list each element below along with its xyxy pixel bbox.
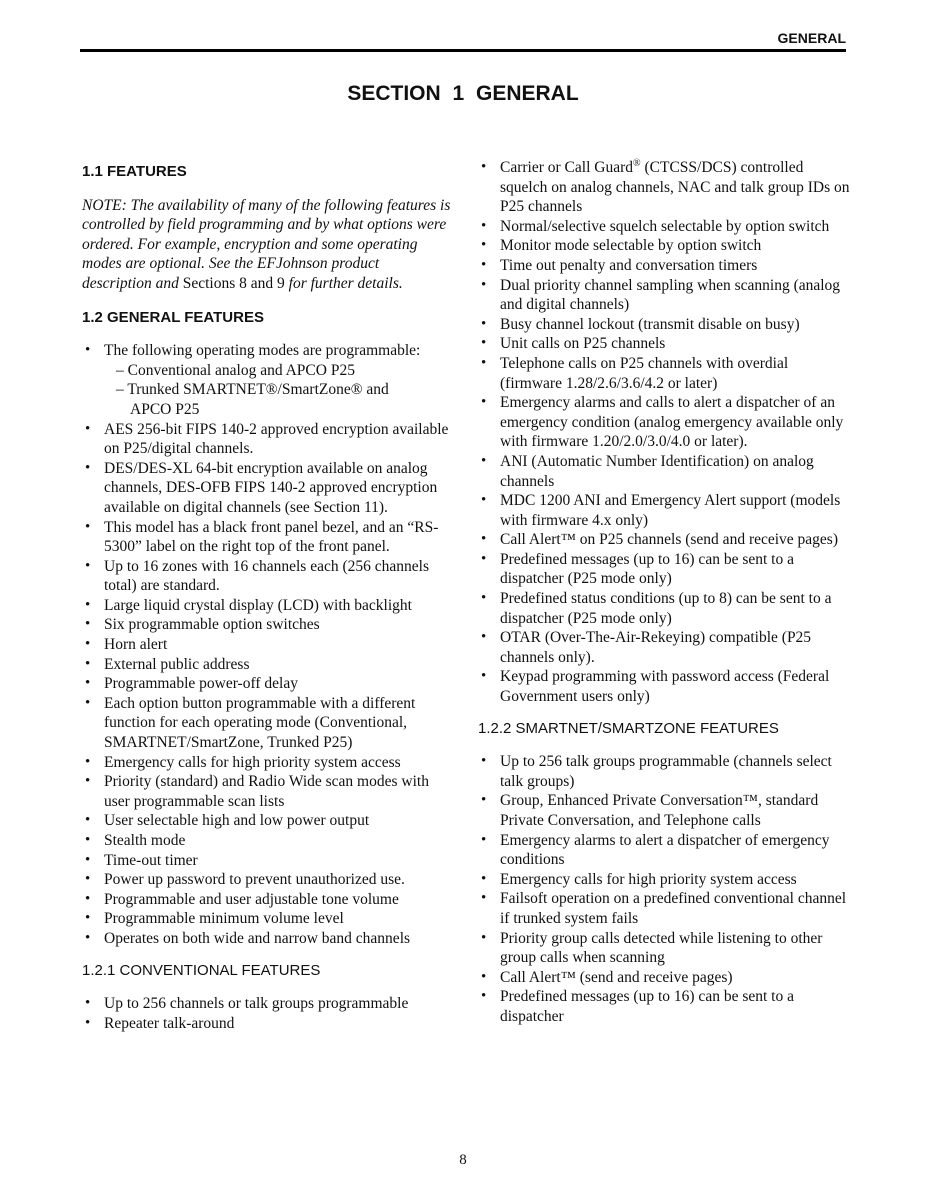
- list-item: • Predefined messages (up to 16) can be sent to a dispatcher (P25 mode only): [478, 550, 850, 589]
- list-item: • OTAR (Over-The-Air-Rekeying) compatible (P25 channels only).: [478, 628, 850, 667]
- list-item: • Priority group calls detected while listening to other group calls when scanning: [478, 929, 850, 968]
- list-item: • Time-out timer: [82, 851, 452, 871]
- page-number: 8: [459, 1152, 467, 1168]
- list-item: • Predefined status conditions (up to 8) can be sent to a dispatcher (P25 mode only): [478, 589, 850, 628]
- list-item: • Predefined messages (up to 16) can be sent to a dispatcher: [478, 987, 850, 1026]
- sub-item: – Conventional analog and APCO P25: [116, 361, 355, 379]
- list-item: • Each option button programmable with a different function for each operating mode (Conventional, SMARTNET/SmartZone, Trunked P25): [82, 694, 452, 753]
- list-item: • Emergency calls for high priority system access: [82, 753, 452, 773]
- list-item: • Programmable minimum volume level: [82, 909, 452, 929]
- smartnet-features-list: [478, 752, 850, 1026]
- conventional-features-list: [82, 994, 452, 1033]
- list-item: • Keypad programming with password access (Federal Government users only): [478, 667, 850, 706]
- list-item: • This model has a black front panel bezel, and an “RS-5300” label on the right top of the front panel.: [82, 518, 452, 557]
- list-item: • Emergency alarms to alert a dispatcher of emergency conditions: [478, 831, 850, 870]
- list-item: • Call Alert™ (send and receive pages): [478, 968, 850, 988]
- list-item: • Large liquid crystal display (LCD) with backlight: [82, 596, 452, 616]
- list-item: • Failsoft operation on a predefined conventional channel if trunked system fails: [478, 889, 850, 928]
- list-item: • Normal/selective squelch selectable by option switch: [478, 217, 850, 237]
- running-header: GENERAL: [777, 30, 846, 46]
- list-item: • ANI (Automatic Number Identification) on analog channels: [478, 452, 850, 491]
- list-item: • Programmable power-off delay: [82, 674, 452, 694]
- list-item: • Emergency alarms and calls to alert a dispatcher of an emergency condition (analog emergency available only with firmware 1.20/2.0/3.0/4.0 or later).: [478, 393, 850, 452]
- conventional-features-list-continued: [478, 158, 850, 707]
- list-item: • Up to 16 zones with 16 channels each (256 channels total) are standard.: [82, 557, 452, 596]
- list-item: • Group, Enhanced Private Conversation™, standard Private Conversation, and Telephone calls: [478, 791, 850, 830]
- features-note: NOTE: The availability of many of the following features is controlled by field programming and by what options were ordered. For example, encryption and some operating modes are optional. See the EFJohnson product description and Sections 8 and 9 for further details.: [82, 196, 451, 292]
- list-item: • Horn alert: [82, 635, 452, 655]
- heading-features: 1.1 FEATURES: [82, 163, 187, 180]
- list-item: • User selectable high and low power output: [82, 811, 452, 831]
- heading-smartnet-features: 1.2.2 SMARTNET/SMARTZONE FEATURES: [478, 719, 779, 737]
- heading-conventional-features: 1.2.1 CONVENTIONAL FEATURES: [82, 961, 321, 979]
- right-column: [478, 158, 850, 1027]
- list-item: • Unit calls on P25 channels: [478, 334, 850, 354]
- header-rule: [80, 49, 846, 52]
- sub-item: APCO P25: [130, 400, 200, 418]
- list-item: • External public address: [82, 655, 452, 675]
- list-item: • Time out penalty and conversation timers: [478, 256, 850, 276]
- list-item: • Dual priority channel sampling when scanning (analog and digital channels): [478, 276, 850, 315]
- list-item: • MDC 1200 ANI and Emergency Alert support (models with firmware 4.x only): [478, 491, 850, 530]
- list-item: • The following operating modes are programmable: – Conventional analog and APCO P25 – Trunked SMARTNET®/SmartZone® and APCO P25: [82, 341, 452, 419]
- list-item: • Emergency calls for high priority system access: [478, 870, 850, 890]
- list-item: • Call Alert™ on P25 channels (send and receive pages): [478, 530, 850, 550]
- list-item: • Monitor mode selectable by option switch: [478, 236, 850, 256]
- list-item: • Priority (standard) and Radio Wide scan modes with user programmable scan lists: [82, 772, 452, 811]
- list-item: • Busy channel lockout (transmit disable on busy): [478, 315, 850, 335]
- list-item: • DES/DES-XL 64-bit encryption available on analog channels, DES-OFB FIPS 140-2 approved encryption available on digital channels (see Section 11).: [82, 459, 452, 518]
- section-title: SECTION 1 GENERAL: [347, 82, 579, 105]
- heading-general-features: 1.2 GENERAL FEATURES: [82, 308, 264, 326]
- general-features-list: [82, 341, 452, 948]
- sub-item: – Trunked SMARTNET®/SmartZone® and: [116, 381, 389, 399]
- list-item: • Operates on both wide and narrow band channels: [82, 929, 452, 949]
- left-column: [82, 158, 452, 1033]
- list-item: • Telephone calls on P25 channels with overdial (firmware 1.28/2.6/3.6/4.2 or later): [478, 354, 850, 393]
- list-item: • Stealth mode: [82, 831, 452, 851]
- list-item: • Programmable and user adjustable tone volume: [82, 890, 452, 910]
- list-item: • Repeater talk-around: [82, 1014, 452, 1034]
- list-item: • AES 256-bit FIPS 140-2 approved encryption available on P25/digital channels.: [82, 420, 452, 459]
- list-item: • Carrier or Call Guard® (CTCSS/DCS) controlled squelch on analog channels, NAC and talk group IDs on P25 channels: [478, 158, 850, 217]
- list-item: • Up to 256 channels or talk groups programmable: [82, 994, 452, 1014]
- list-item: • Six programmable option switches: [82, 615, 452, 635]
- list-item: • Up to 256 talk groups programmable (channels select talk groups): [478, 752, 850, 791]
- list-item: • Power up password to prevent unauthorized use.: [82, 870, 452, 890]
